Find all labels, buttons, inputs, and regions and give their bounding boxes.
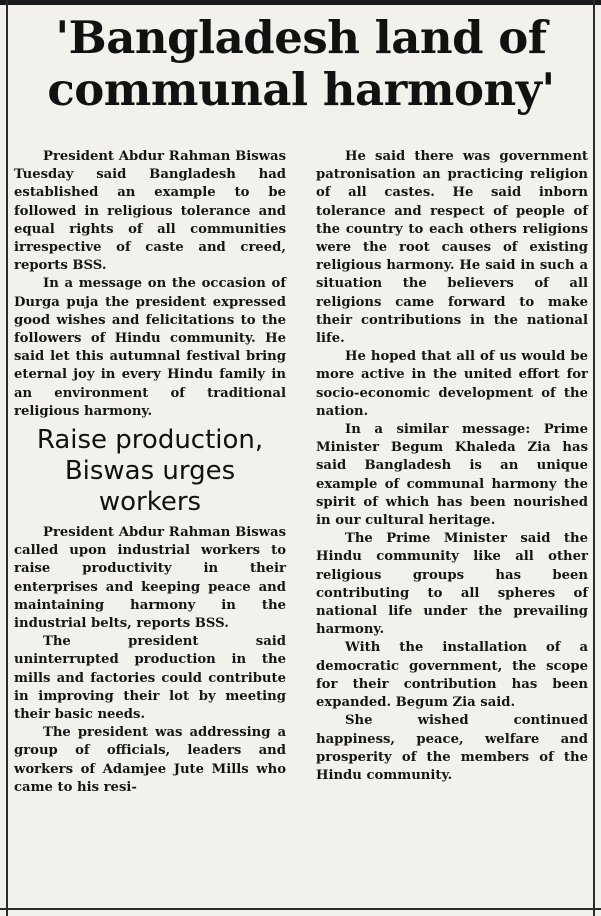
article-paragraph: She wished continued happiness, peace, welfare and prosperity of the members of the Hindu community. [316,713,588,783]
left-border-rule [6,0,8,916]
article-paragraph: With the installation of a democratic government, the scope for their contribution has been expanded. Begum Zia said. [316,640,588,711]
second-headline-line-2: Biswas urges [64,456,236,487]
main-headline-line-1: 'Bangladesh land of [55,11,547,64]
right-column [316,148,588,785]
article-paragraph: He said there was government patronisation an practicing religion of all castes. He said inborn tolerance and respect of people of the country to each others religions were the root causes of existing religious harmony. He said in such a situation the believers of all religions came forward to make their contributions in the national life. [316,149,588,347]
article-paragraph: President Abdur Rahman Biswas Tuesday said Bangladesh had established an example to be followed in religious tolerance and equal rights of all communities irrespective of caste and creed, reports BSS. [14,149,286,274]
main-headline [14,12,588,116]
second-headline [14,425,286,518]
article-paragraph: The Prime Minister said the Hindu community like all other religious groups has been contributing to all spheres of national life under the prevailing harmony. [316,531,588,638]
article-paragraph: In a message on the occasion of Durga puja the president expressed good wishes and felicitations to the followers of Hindu community. He said let this autumnal festival bring eternal joy in every Hindu family in an environment of traditional religious harmony. [14,276,286,419]
left-column [14,148,286,797]
article-paragraph: In a similar message: Prime Minister Begum Khaleda Zia has said Bangladesh is an unique example of communal harmony the spirit of which has been nourished in our cultural heritage. [316,422,588,529]
right-border-rule [593,0,595,916]
second-headline-line-1: Raise production, [36,425,264,456]
bottom-border-rule [0,908,601,910]
second-article-paragraph: The president said uninterrupted production in the mills and factories could contribute in improving their lot by meeting their basic needs. [14,634,286,723]
article-paragraph: He hoped that all of us would be more active in the united effort for socio-economic development of the nation. [316,349,588,419]
second-headline-line-3: workers [98,487,202,518]
main-headline-line-2: communal harmony' [47,63,555,116]
top-border-rule [0,0,601,5]
second-article-paragraph: President Abdur Rahman Biswas called upon industrial workers to raise productivity in their enterprises and keeping peace and maintaining harmony in the industrial belts, reports BSS. [14,525,286,632]
second-article-paragraph: The president was addressing a group of officials, leaders and workers of Adamjee Jute Mills who came to his resi- [14,725,286,795]
